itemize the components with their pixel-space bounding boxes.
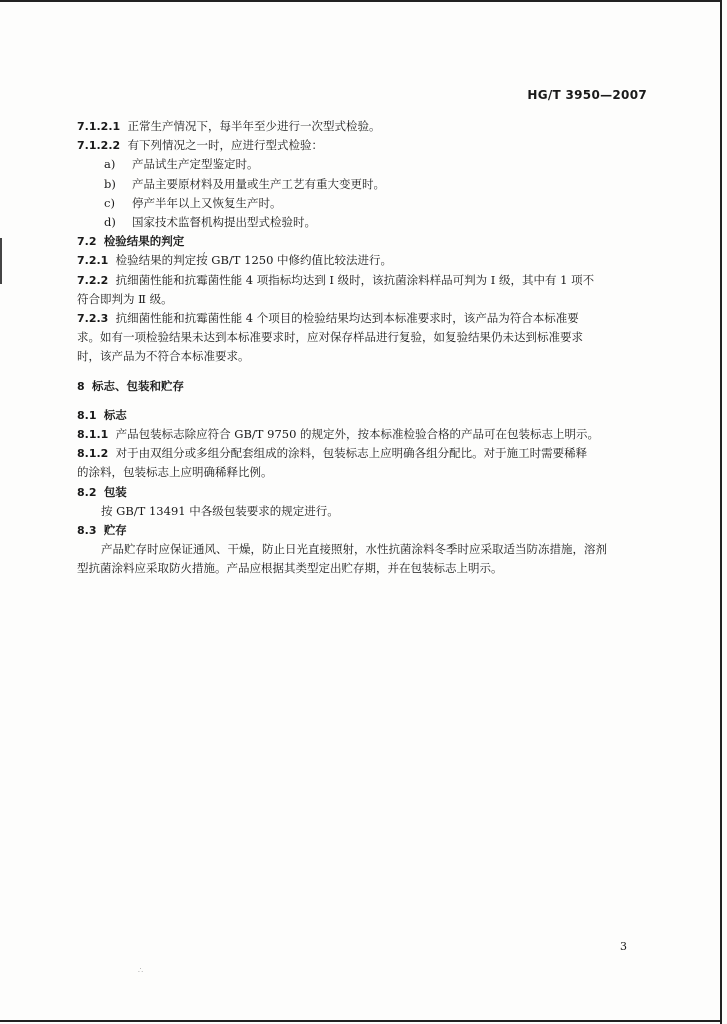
scan-border-bottom — [0, 1020, 722, 1022]
clause-7-2-3 — [77, 309, 643, 328]
section-heading-8-3 — [77, 521, 643, 540]
scan-border-top — [0, 0, 722, 2]
scan-edge-mark — [0, 238, 2, 284]
clause-7-2-3-continued: 求。如有一项检验结果未达到本标准要求时，应对保存样品进行复验，如复验结果仍未达到标准要求 — [77, 330, 583, 345]
clause-7-2-1 — [77, 251, 643, 270]
clause-text: 对于由双组分或多组分配套组成的涂料，包装标志上应明确各组分配比。对于施工时需要稀释 — [115, 446, 588, 461]
clause-text: 正常生产情况下，每半年至少进行一次型式检验。 — [127, 119, 381, 133]
clause-7-1-2-1 — [77, 117, 643, 136]
page-number: 3 — [620, 940, 627, 953]
standard-code: HG/T 3950—2007 — [527, 88, 647, 102]
clause-text: 有下列情况之一时，应进行型式检验： — [127, 138, 323, 153]
section-8-3-text-continued: 型抗菌涂料应采取防火措施。产品应根据其类型定出贮存期，并在包装标志上明示。 — [77, 561, 503, 576]
clause-8-1-2 — [77, 444, 643, 463]
section-title: 包装 — [103, 484, 127, 499]
clause-text: 抗细菌性能和抗霉菌性能 4 个项目的检验结果均达到本标准要求时，该产品为符合本标准要 — [115, 311, 579, 326]
scan-artifact-mark: , — [203, 246, 206, 255]
section-number: 8.3 — [77, 524, 97, 538]
section-title: 标志、包装和贮存 — [91, 378, 184, 393]
section-number: 8.2 — [77, 485, 97, 499]
section-title: 检验结果的判定 — [103, 234, 185, 249]
list-item-text: 国家技术监督机构提出型式检验时。 — [132, 215, 316, 230]
section-heading-7-2 — [77, 232, 643, 251]
section-heading-8-2 — [77, 483, 643, 502]
list-item-label: d) — [104, 215, 116, 230]
section-number: 8 — [77, 379, 85, 393]
list-item — [77, 194, 643, 213]
section-number: 7.2 — [77, 235, 97, 249]
section-8-3-text: 产品贮存时应保证通风、干燥，防止日光直接照射，水性抗菌涂料冬季时应采取适当防冻措施，溶剂 — [101, 542, 607, 557]
clause-7-1-2-2 — [77, 136, 643, 155]
list-item — [77, 155, 643, 174]
clause-number: 7.2.2 — [77, 273, 109, 287]
clause-7-2-3-continued: 时，该产品为不符合本标准要求。 — [77, 349, 250, 364]
clause-7-2-2-continued: 符合即判为 Ⅱ 级。 — [77, 291, 173, 306]
scan-border-right — [720, 0, 722, 1024]
list-item-text: 产品试生产定型鉴定时。 — [132, 157, 259, 172]
clause-7-2-2 — [77, 271, 643, 290]
section-8-2-text: 按 GB/T 13491 中各级包装要求的规定进行。 — [101, 503, 339, 518]
section-title: 贮存 — [103, 523, 127, 538]
list-item — [77, 175, 643, 194]
clause-8-1-2-continued: 的涂料，包装标志上应明确稀释比例。 — [77, 465, 273, 480]
list-item-text: 停产半年以上又恢复生产时。 — [132, 195, 282, 210]
clause-text: 检验结果的判定按 GB/T 1250 中修约值比较法进行。 — [115, 253, 393, 268]
clause-number: 7.1.2.1 — [77, 120, 121, 133]
clause-text: 抗细菌性能和抗霉菌性能 4 项指标均达到 Ⅰ 级时，该抗菌涂料样品可判为 Ⅰ 级，其中有 1 项不 — [115, 272, 595, 287]
section-heading-8 — [77, 377, 643, 396]
clause-text: 产品包装标志除应符合 GB/T 9750 的规定外，按本标准检验合格的产品可在包装标志上明示。 — [115, 427, 600, 442]
clause-number: 8.1.2 — [77, 447, 109, 461]
list-item — [77, 213, 643, 232]
list-item-label: c) — [104, 195, 115, 210]
list-item-label: a) — [104, 157, 116, 172]
clause-number: 8.1.1 — [77, 428, 109, 442]
section-heading-8-1 — [77, 406, 643, 425]
list-item-text: 产品主要原材料及用量或生产工艺有重大变更时。 — [132, 176, 385, 191]
list-item-label: b) — [104, 176, 116, 191]
clause-number: 7.1.2.2 — [77, 139, 121, 153]
document-body — [77, 117, 643, 579]
clause-8-1-1 — [77, 425, 643, 444]
clause-number: 7.2.3 — [77, 312, 109, 326]
section-number: 8.1 — [77, 408, 97, 422]
section-title: 标志 — [103, 407, 127, 422]
scan-speck: ∴ — [138, 966, 144, 975]
clause-number: 7.2.1 — [77, 254, 109, 268]
